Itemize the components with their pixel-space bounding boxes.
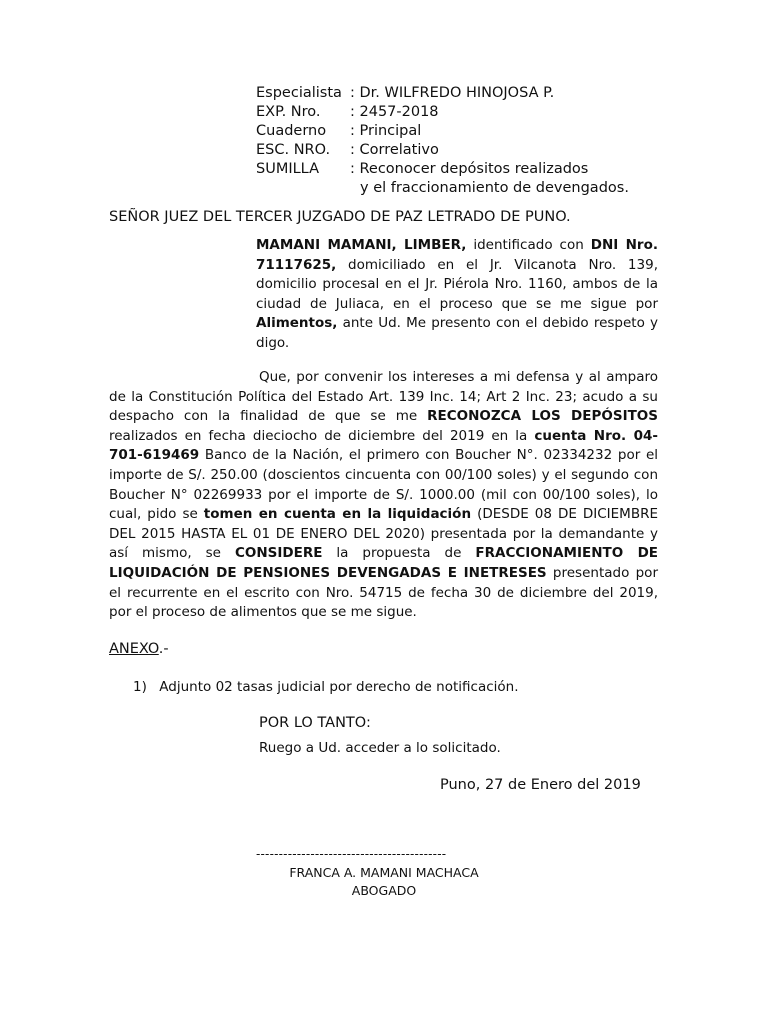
por-lo-tanto: POR LO TANTO: (259, 715, 371, 731)
case-type: Alimentos, (256, 315, 338, 332)
list-text: Adjunto 02 tasas judicial por derecho de notificación. (159, 679, 519, 695)
petitioner-name: MAMANI MAMANI, LIMBER, (256, 237, 467, 253)
header-label: ESC. NRO. (256, 142, 331, 158)
header-value: : Dr. WILFREDO HINOJOSA P. (350, 85, 555, 101)
anexo-suffix: .- (158, 641, 169, 657)
body-bold: CONSIDERE (234, 545, 323, 562)
list-item (133, 678, 519, 698)
signatory-title: ABOGADO (351, 883, 417, 898)
signatory-name: FRANCA A. MAMANI MACHACA (289, 865, 479, 880)
header-value: : Correlativo (350, 142, 439, 158)
body-text: Banco de la Nación, el primero con Boucher N°. 02334232 por el importe de S/. 250.00 (doscientos cincuenta con 00/100 soles) y el segundo con Boucher N° 02269933 por el importe de S/. 1000.00 (mil con 00/100 soles), lo cual, pido se (109, 447, 658, 523)
body-bold: RECONOZCA LOS DEPÓSITOS (427, 408, 658, 425)
header-especialista (256, 84, 629, 103)
intro-text: domiciliado en el Jr. Vilcanota Nro. 139, domicilio procesal en el Jr. Piérola Nro. 1160, ambos de la ciudad de Juliaca, en el proceso que se me sigue por (256, 256, 658, 312)
header-exp (256, 103, 629, 122)
header-label: SUMILLA (256, 161, 320, 177)
request-line: Ruego a Ud. acceder a lo solicitado. (259, 740, 501, 756)
header-label: Cuaderno (256, 123, 327, 139)
body-text: presentado por el recurrente en el escrito con Nro. 54715 de fecha 30 de diciembre del 2019, por el proceso de alimentos que se me sigue. (109, 564, 658, 621)
anexo-heading (109, 640, 169, 660)
body-text: (DESDE 08 DE DICIEMBRE DEL 2015 HASTA EL 01 DE ENERO DEL 2020) presentada por la demandante y así mismo, se (109, 506, 659, 562)
anexo-list (133, 678, 519, 698)
anexo-title: ANEXO (109, 641, 159, 657)
header-label: EXP. Nro. (256, 104, 321, 120)
body-bold: tomen en cuenta en la liquidación (203, 506, 472, 523)
header-esc (256, 141, 629, 160)
body-bold: FRACCIONAMIENTO DE LIQUIDACIÓN DE PENSIONES DEVENGADAS E INETRESES (109, 545, 658, 581)
header-label: Especialista (256, 85, 342, 101)
account-number: cuenta Nro. 04-701-619469 (109, 427, 658, 464)
body-paragraph (109, 368, 658, 623)
list-number: 1) (133, 679, 147, 695)
intro-text: identificado con (466, 237, 591, 253)
dni-number: DNI Nro. 71117625, (256, 237, 658, 273)
body-text: la propuesta de (322, 545, 476, 562)
header-sumilla-continuation: y el fraccionamiento de devengados. (360, 180, 629, 196)
signature-line: ------------------------------------------ (256, 847, 447, 861)
intro-paragraph (256, 236, 658, 354)
body-text: Que, por convenir los intereses a mi defensa y al amparo de la Constitución Política del Estado Art. 139 Inc. 14; Art 2 Inc. 23; acudo a su despacho con la finalidad de que se me (109, 369, 658, 425)
header-value: : 2457-2018 (350, 104, 439, 120)
header-value: : Principal (350, 123, 422, 139)
addressee: SEÑOR JUEZ DEL TERCER JUZGADO DE PAZ LETRADO DE PUNO. (109, 209, 571, 225)
place-date: Puno, 27 de Enero del 2019 (440, 777, 641, 793)
case-header (256, 84, 629, 198)
signature-block (264, 864, 504, 900)
intro-text: ante Ud. Me presento con el debido respeto y digo. (256, 315, 658, 351)
body-text: realizados en fecha dieciocho de diciembre del 2019 en la (109, 427, 535, 444)
header-cuaderno (256, 122, 629, 141)
header-value: : Reconocer depósitos realizados (350, 161, 589, 177)
header-sumilla (256, 160, 629, 179)
